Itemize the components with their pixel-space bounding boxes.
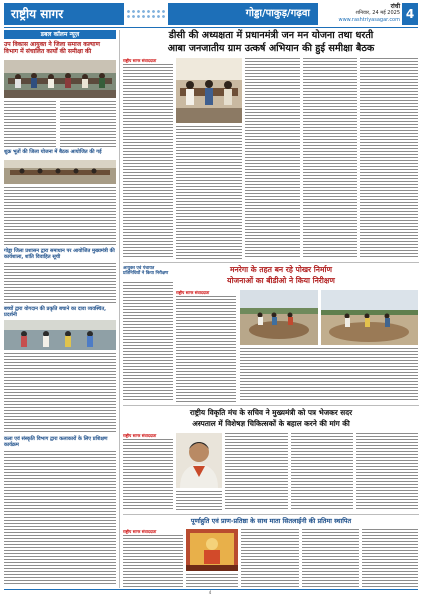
hospital-headline-1: राष्ट्रीय विकृति मंच के सचिव ने मुख्यमंत्री को पत्र भेजकर सदर [189, 408, 353, 417]
lead-headline-2: आबा जनजातीय ग्राम उत्कर्ष अभियान की हुई समीक्षा बैठक [167, 43, 375, 54]
hospital-text-col-1 [123, 439, 173, 511]
left-text-2 [4, 187, 116, 245]
city-label: रांची [390, 3, 400, 10]
lead-text-col-5 [360, 58, 418, 259]
statue-text-col-2 [241, 529, 299, 587]
website: www.rashtriyasagar.com [338, 17, 400, 23]
left-headline-5: कला एवं संस्कृति विभाग द्वारा कलाकारों के लिए प्रशिक्षण कार्यक्रम [4, 436, 108, 448]
mgnrega-subhead: आयुक्त एवं पंचायत प्रतिनिधियों ने किया निरीक्षण [123, 266, 169, 277]
lead-text-col-4 [303, 58, 357, 259]
left-photo-2 [4, 160, 116, 184]
left-text-5 [4, 451, 116, 585]
mgnrega-photo-1 [240, 290, 318, 345]
statue-photo [186, 529, 238, 571]
hospital-text-col-3 [291, 433, 353, 511]
decorative-dots [126, 9, 166, 19]
hospital-dateline: राष्ट्रीय सागर संवाददाता [123, 433, 157, 438]
masthead [0, 0, 421, 30]
left-text-1b [60, 101, 116, 147]
hospital-text-col-2 [225, 433, 288, 511]
lead-headline-1: डीसी की अध्यक्षता में प्रधानमंत्री जन मन योजना तथा धरती [168, 30, 374, 41]
lead-photo [176, 58, 242, 123]
lead-text-col-1 [123, 64, 173, 259]
section-title: गोड्डा/पाकुड़/गढ़वा [168, 3, 318, 25]
left-photo-1 [4, 60, 116, 98]
mgnrega-text-col-1 [123, 282, 173, 402]
footer-page-mark: 4 [208, 590, 212, 595]
mgnrega-text-col-3 [240, 348, 418, 402]
statue-text-col-4 [362, 529, 418, 587]
left-divider [119, 30, 120, 588]
left-photo-3 [4, 320, 116, 350]
statue-text-col-1 [123, 535, 183, 587]
left-text-1a [4, 101, 56, 147]
left-headline-3: गोड्डा जिला प्रशासन द्वारा समाधान पर आयोजित मुख्यमंत्री की कार्यशाला, शांति विवाहित सूची [4, 248, 115, 260]
left-headline-1: उप विकास आयुक्त ने जिला समाज कल्याण विभाग में संचालित कार्यों की समीक्षा की [4, 41, 100, 55]
left-column-band: डबल कॉलम न्यूज़ [4, 30, 116, 39]
left-headline-2: शुक्र भूतों की जिला योजना में बैठक आयोजित की गई [4, 149, 102, 155]
lead-dateline: राष्ट्रीय सागर संवाददाता [123, 58, 157, 63]
hospital-headline-2: अस्पताल में विशेषज्ञ चिकित्सकों के बहाल करने की मांग की [192, 419, 350, 428]
mgnrega-text-col-2 [176, 296, 236, 402]
hospital-divider [123, 514, 419, 515]
issue-date: शनिवार, 24 मई 2025 [355, 10, 400, 16]
masthead-rule [4, 27, 418, 28]
hospital-text-col-4 [356, 433, 418, 511]
page-number: 4 [402, 3, 418, 25]
hospital-caption [176, 491, 222, 511]
lead-text-col-3 [245, 58, 300, 259]
mgnrega-divider [123, 405, 419, 406]
left-text-3 [4, 263, 116, 303]
mgnrega-headline-2: योजनाओं का बीडीओ ने किया निरीक्षण [227, 276, 335, 285]
left-headline-4: बच्चों द्वारा योगदान की प्रकृति बचाने का दावा व्यवस्थित, प्रदर्शनी [4, 306, 107, 318]
left-text-4 [4, 353, 116, 433]
mgnrega-photo-2 [321, 290, 418, 345]
mgnrega-dateline: राष्ट्रीय सागर संवाददाता [176, 290, 210, 295]
lead-divider [123, 262, 419, 263]
mgnrega-headline-1: मनरेगा के तहत बन रहे पोखर निर्माण [230, 265, 332, 274]
lead-text-col-2 [176, 126, 242, 259]
date-box [322, 3, 400, 25]
statue-text-col-3 [302, 529, 359, 587]
statue-dateline: राष्ट्रीय सागर संवाददाता [123, 529, 157, 534]
statue-caption [186, 574, 238, 587]
brand-logo: राष्ट्रीय सागर [4, 3, 124, 25]
hospital-portrait [176, 433, 222, 488]
statue-headline: पूर्णाहुति एवं प्राण-प्रतिष्ठा के साथ माता सितलाईनी की प्रतिमा स्थापित [190, 517, 352, 525]
